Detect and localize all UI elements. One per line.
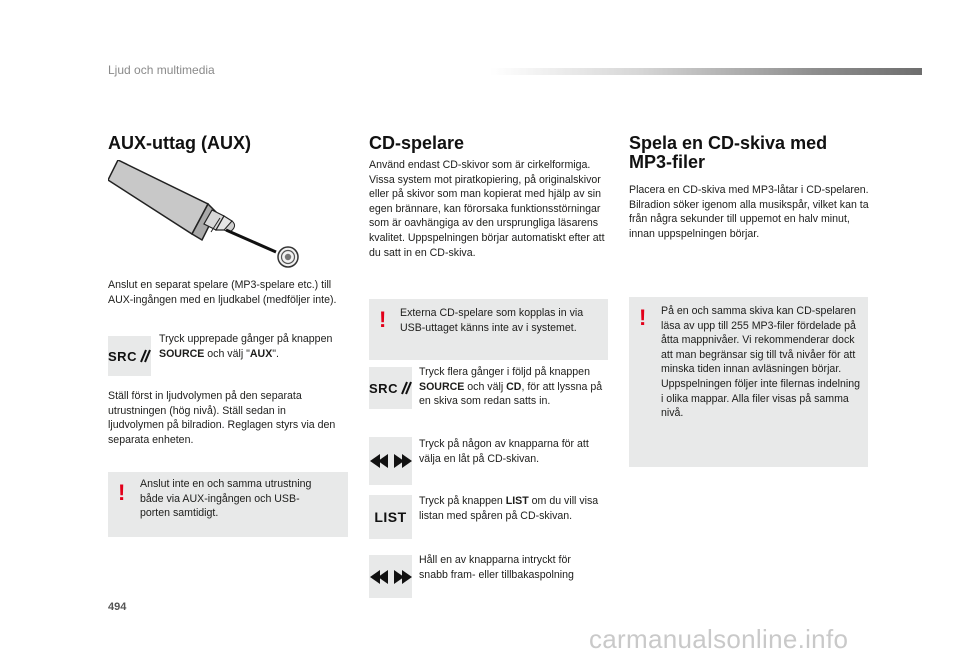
track-select-buttons[interactable]: [369, 437, 412, 485]
cd-track-instruction: Tryck på någon av knapparna för att välja en låt på CD-skivan.: [419, 438, 589, 465]
warning-icon: !: [379, 307, 387, 332]
mp3-warning-note: [629, 297, 868, 467]
aux-jack-illustration: [108, 160, 308, 270]
list-button-label: LIST: [374, 509, 407, 525]
cd-intro-text: Använd endast CD-skivor som är cirkelformiga. Vissa system mot piratkopiering, på originalskivor eller på skivor som man kopierat med hjälp av sin egen brännare, kan förorsaka funktionsstörningar som är oavhängiga av den ursprungliga läsarens kvalitet. Uppspelningen börjar automatiskt efter att du satt in en CD-skiva.: [369, 159, 605, 259]
cd-warning-note: [369, 299, 608, 360]
fast-forward-rewind-icon: [370, 570, 412, 584]
header-gradient-bar: [490, 68, 922, 75]
aux-warning-text: Anslut inte en och samma utrustning både via AUX-ingången och USB-porten samtidigt.: [140, 478, 312, 520]
src-slash-icon: [139, 349, 151, 363]
seek-buttons[interactable]: [369, 555, 412, 598]
warning-icon: !: [118, 480, 126, 505]
aux-warning-note: [108, 472, 348, 537]
jack-pointer-line: [226, 230, 276, 252]
jack-plug-body: [108, 160, 208, 234]
cd-list-instruction: Tryck på knappen LIST om du vill visa listan med spåren på CD-skivan.: [419, 495, 599, 522]
page-number: 494: [108, 601, 127, 613]
src-slash-icon: [400, 381, 412, 395]
mp3-intro-text: Placera en CD-skiva med MP3-låtar i CD-spelaren. Bilradion söker igenom alla musikspår, vilket kan ta från några sekunder till uppemot en halv minut, innan uppspelningen börjar.: [629, 184, 869, 240]
src-button-cd[interactable]: [369, 367, 412, 409]
src-button-label: SRC: [108, 349, 151, 364]
mp3-title: Spela en CD-skiva med MP3-filer: [629, 133, 828, 172]
cd-source-instruction: Tryck flera gånger i följd på knappen SOURCE och välj CD, för att lyssna på en skiva som redan satts in.: [419, 366, 603, 408]
warning-icon: !: [639, 305, 647, 330]
section-title: Ljud och multimedia: [108, 63, 215, 77]
cd-warning-text: Externa CD-spelare som kopplas in via USB-uttaget känns inte av i systemet.: [400, 307, 584, 334]
src-button-label: SRC: [369, 381, 412, 396]
list-button[interactable]: [369, 495, 412, 539]
aux-source-instruction: Tryck upprepade gånger på knappen SOURCE och välj "AUX".: [159, 333, 333, 360]
watermark: carmanualsonline.info: [589, 624, 849, 654]
aux-title: AUX-uttag (AUX): [108, 133, 251, 153]
mp3-warning-text: På en och samma skiva kan CD-spelaren läsa av upp till 255 MP3-filer fördelade på åtta mappnivåer. Vi rekommenderar dock att man begränsar sig till två nivåer för att minska tiden innan avläsningen börjar. Uppspelningen följer inte filernas indelning i olika mappar. Alla filer visas på samma nivå.: [661, 305, 861, 420]
cd-seek-instruction: Håll en av knapparna intryckt för snabb fram- eller tillbakaspolning: [419, 554, 574, 581]
src-button-aux[interactable]: [108, 336, 151, 376]
prev-next-arrows-icon: [370, 454, 412, 468]
cd-title: CD-spelare: [369, 133, 465, 153]
aux-volume-text: Ställ först in ljudvolymen på den separata utrustningen (hög nivå). Ställ sedan in ljudvolymen på bilradion. Reglagen styrs via den separata enheten.: [108, 390, 336, 446]
aux-intro-text: Anslut en separat spelare (MP3-spelare etc.) till AUX-ingången med en ljudkabel (medföljer inte).: [108, 279, 337, 306]
